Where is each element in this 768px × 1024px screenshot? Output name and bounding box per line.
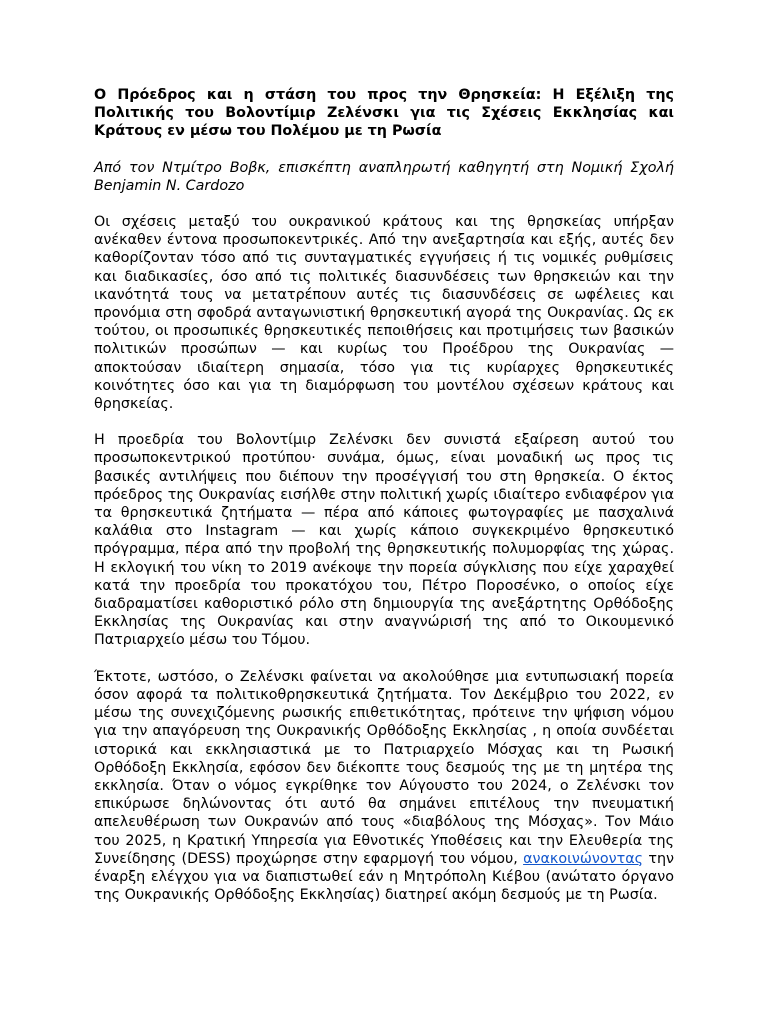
paragraph-3-text-before-link: Έκτοτε, ωστόσο, ο Ζελένσκι φαίνεται να ακολούθησε μια εντυπωσιακή πορεία όσον αφορά τα πολιτικοθρησκευτικά ζητήματα. Τον Δεκέμβριο του 2022, εν μέσω της συνεχιζόμενης ρωσικής επιθετικότητας, πρότεινε την ψήφιση νόμου για την απαγόρευση της Ουκρανικής Ορθόδοξης Εκκλησίας , η οποία συνδέεται ιστορικά και εκκλησιαστικά με το Πατριαρχείο Μόσχας και τη Ρωσική Ορθόδοξη Εκκλησία, εφόσον δεν διέκοπτε τους δεσμούς της με τη μητέρα της εκκλησία. Όταν ο νόμος εγκρίθηκε τον Αύγουστο του 2024, ο Ζελένσκι τον επικύρωσε δηλώνοντας ότι αυτό θα σημάνει επιτέλους την πνευματική απελευθέρωση των Ουκρανών από τους «διαβόλους της Μόσχας». Τον Μάιο του 2025, η Κρατική Υπηρεσία για Εθνοτικές Υποθέσεις και την Ελευθερία της Συνείδησης (DESS) προχώρησε στην εφαρμογή του νόμου,	[94, 668, 674, 867]
document-page	[94, 86, 674, 922]
announcement-link[interactable]: ανακοινώνοντας	[523, 850, 644, 867]
author-byline: Από τον Ντμίτρο Βοβκ, επισκέπτη αναπληρωτή καθηγητή στη Νομική Σχολή Benjamin N. Cardozo	[94, 159, 674, 194]
paragraph-1: Οι σχέσεις μεταξύ του ουκρανικού κράτους και της θρησκείας υπήρξαν ανέκαθεν έντονα προσωποκεντρικές. Από την ανεξαρτησία και εξής, αυτές δεν καθορίζονταν τόσο από τις συνταγματικές εγγυήσεις ή τις νομικές ρυθμίσεις και διαδικασίες, όσο από τις πολιτικές διασυνδέσεις των θρησκειών και την ικανότητά τους να μετατρέπουν αυτές τις διασυνδέσεις σε ωφέλειες και προνόμια στη σφοδρά ανταγωνιστική θρησκευτική αγορά της Ουκρανίας. Ως εκ τούτου, οι προσωπικές θρησκευτικές πεποιθήσεις και προτιμήσεις των βασικών πολιτικών προσώπων — και κυρίως του Προέδρου της Ουκρανίας — αποκτούσαν ιδιαίτερη σημασία, τόσο για τις κυρίαρχες θρησκευτικές κοινότητες όσο και για τη διαμόρφωση του μοντέλου σχέσεων κράτους και θρησκείας.	[94, 214, 674, 413]
paragraph-3-text-after-link: την έναρξη ελέγχου για να διαπιστωθεί εάν η Μητρόπολη Κιέβου (ανώτατο όργανο της Ουκρανικής Ορθόδοξης Εκκλησίας) διατηρεί ακόμη δεσμούς με τη Ρωσία.	[94, 850, 675, 904]
paragraph-2: Η προεδρία του Βολοντίμιρ Ζελένσκι δεν συνιστά εξαίρεση αυτού του προσωποκεντρικού προτύπου· συνάμα, όμως, είναι μοναδική ως προς τις βασικές αντιλήψεις που διέπουν την προσέγγισή του στη θρησκεία. Ο έκτος πρόεδρος της Ουκρανίας εισήλθε στην πολιτική χωρίς ιδιαίτερο ενδιαφέρον για τα θρησκευτικά ζητήματα — πέρα από κάποιες φωτογραφίες με πασχαλινά καλάθια στο Instagram — και χωρίς κάποιο συγκεκριμένο θρησκευτικό πρόγραμμα, πέρα από την προβολή της θρησκευτικής πολυμορφίας της χώρας. Η εκλογική του νίκη το 2019 ανέκοψε την πορεία σύγκλισης που είχε χαραχθεί κατά την προεδρία του προκατόχου του, Πέτρο Ποροσένκο, ο οποίος είχε διαδραματίσει καθοριστικό ρόλο στη δημιουργία της ανεξάρτητης Ορθόδοξης Εκκλησίας της Ουκρανίας και στην αναγνώρισή της από το Οικουμενικό Πατριαρχείο μέσω του Τόμου.	[94, 432, 674, 649]
article-title: Ο Πρόεδρος και η στάση του προς την Θρησκεία: Η Εξέλιξη της Πολιτικής του Βολοντίμιρ Ζελένσκι για τις Σχέσεις Εκκλησίας και Κράτους εν μέσω του Πολέμου με τη Ρωσία	[94, 87, 674, 140]
paragraph-3	[94, 668, 674, 905]
